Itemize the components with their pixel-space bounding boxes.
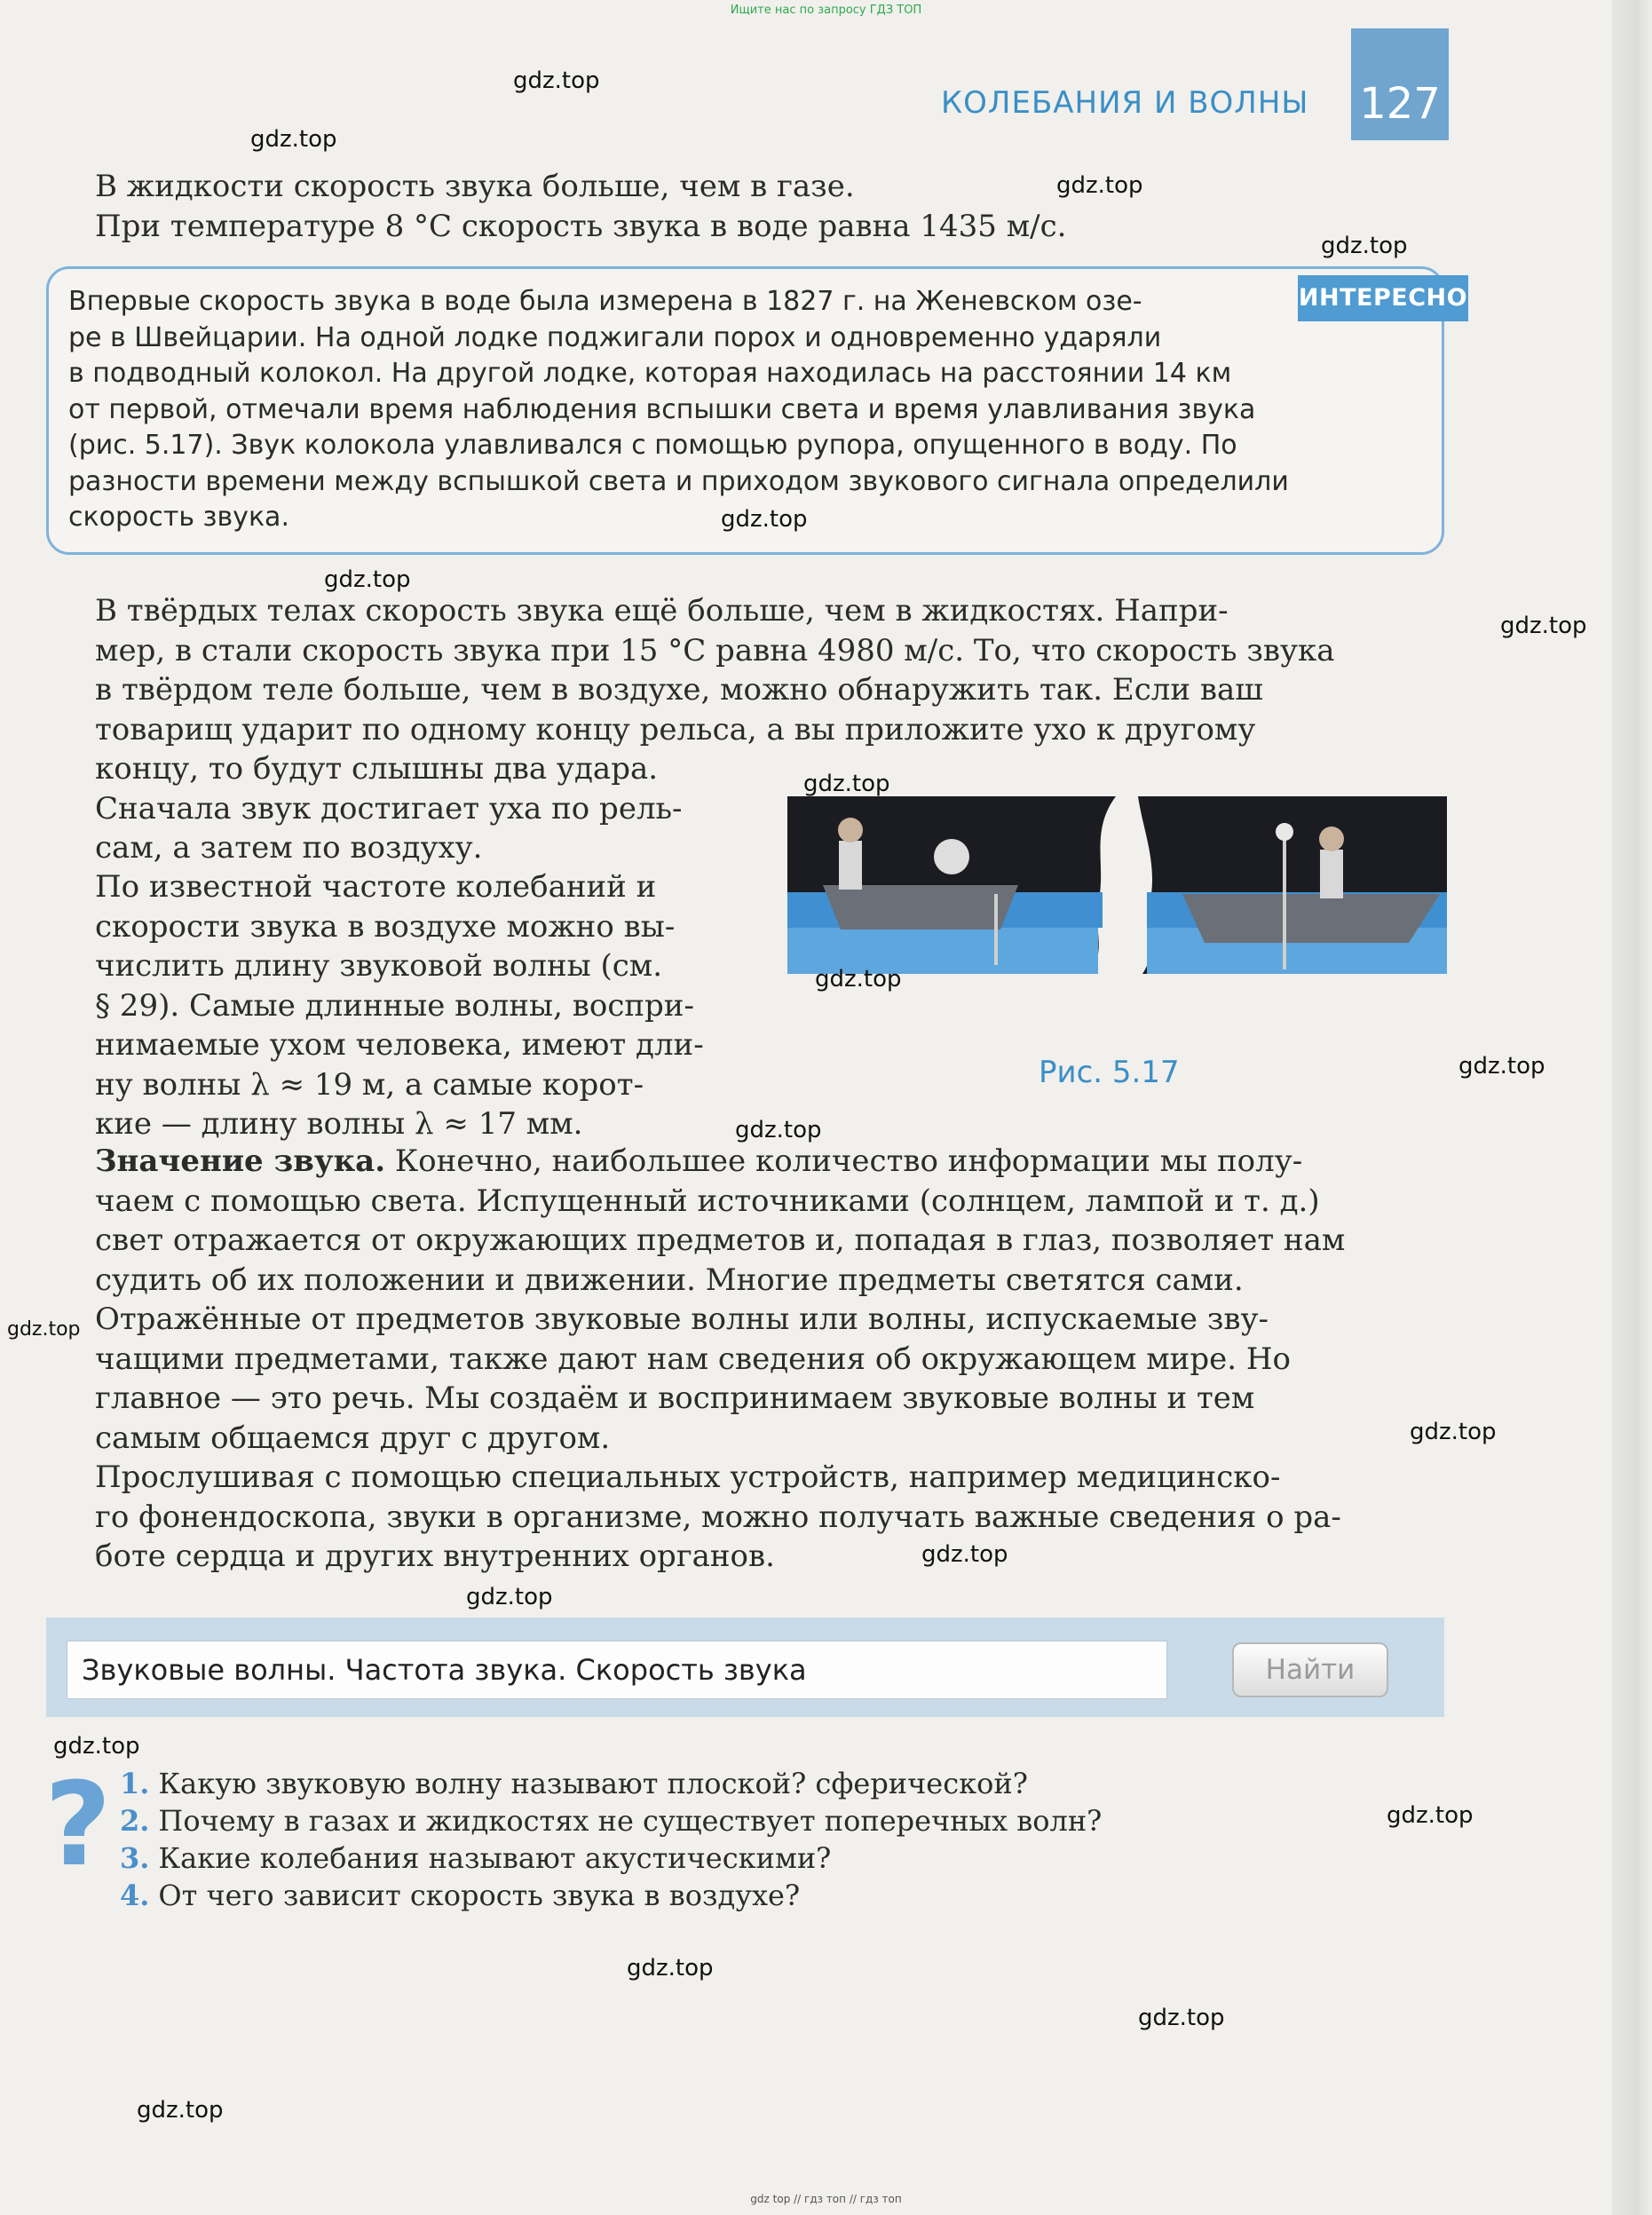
top-note: Ищите нас по запросу ГДЗ ТОП [730,4,922,17]
meaning-paragraph [95,1142,1444,1458]
question-text: Какую звуковую волну называют плоской? сферической? [158,1767,1028,1800]
figure-caption: Рис. 5.17 [1039,1055,1180,1090]
watermark: gdz.top [1138,2005,1225,2031]
medicine-paragraph [95,1458,1444,1577]
question-text: Почему в газах и жидкостях не существует поперечных волн? [158,1804,1103,1838]
text-line [95,1142,1444,1182]
text-line: В твёрдых телах скорость звука ещё больше, чем в жидкостях. Напри- [95,593,1229,629]
watermark: gdz.top [466,1584,553,1610]
text-line: ре в Швейцарии. На одной лодке поджигали порох и одновременно ударяли [68,321,1162,353]
watermark: gdz.top [324,566,411,593]
text-line: Отражённые от предметов звуковые волны или волны, испускаемые зву- [95,1301,1269,1337]
page-number: 127 [1351,28,1449,140]
bottom-note: gdz top // гдз топ // гдз топ [750,2193,902,2205]
text-line: ну волны λ ≈ 19 м, а самые корот- [95,1066,644,1103]
watermark: gdz.top [137,2097,224,2124]
text-line: в твёрдом теле больше, чем в воздухе, можно обнаружить так. Если ваш [95,672,1263,708]
text-line: свет отражается от окружающих предметов и, попадая в глаз, позволяет нам [95,1222,1346,1258]
watermark: gdz.top [921,1541,1008,1568]
text-fragment: Конечно, наибольшее количество информации мы полу- [385,1143,1303,1179]
text-line: от первой, отмечали время наблюдения вспышки света и время улавливания звука [68,393,1256,425]
text-line: скорости звука в воздухе можно вы- [95,908,676,945]
watermark: gdz.top [627,1955,714,1982]
text-line: судить об их положении и движении. Многие предметы светятся сами. [95,1262,1244,1298]
watermark: gdz.top [250,126,337,153]
question-mark-icon: ? [44,1757,112,1892]
text-line: мер, в стали скорость звука при 15 °С равна 4980 м/с. То, что скорость звука [95,632,1335,668]
question-number: 2. [120,1804,150,1838]
questions-list [120,1765,1102,1914]
text-line: (рис. 5.17). Звук колокола улавливался с помощью рупора, опущенного в воду. По [68,430,1237,461]
watermark: gdz.top [1458,1053,1545,1080]
interesting-text [68,284,1427,536]
watermark: gdz.top [513,67,600,94]
search-button[interactable]: Найти [1232,1642,1388,1697]
watermark: gdz.top [1321,233,1408,259]
search-bar-arrow [1388,1618,1435,1717]
text-line: самым общаемся друг с другом. [95,1420,611,1456]
watermark: gdz.top [53,1733,140,1760]
text-line: Впервые скорость звука в воде была измерена в 1827 г. на Женевском озе- [68,286,1142,317]
text-line: кие — длину волны λ ≈ 17 мм. [95,1106,583,1142]
question-item [120,1802,1102,1839]
text-line: При температуре 8 °С скорость звука в воде равна 1435 м/с. [95,208,1067,244]
search-input[interactable]: Звуковые волны. Частота звука. Скорость звука [67,1641,1167,1699]
question-item [120,1877,1102,1914]
meaning-heading: Значение звука. [95,1143,386,1179]
text-line: сам, а затем по воздуху. [95,830,483,866]
watermark: gdz.top [1387,1802,1474,1829]
figure-boats-illustration [787,796,1447,974]
text-line: го фонендоскопа, звуки в организме, можно получать важные сведения о ра- [95,1499,1341,1535]
watermark: gdz.top [7,1318,81,1341]
question-text: Какие колебания называют акустическими? [158,1841,832,1875]
text-line: По известной частоте колебаний и [95,869,657,905]
text-line: скорость звука. [68,502,289,533]
watermark: gdz.top [1410,1419,1497,1445]
chapter-title: КОЛЕБАНИЯ И ВОЛНЫ [941,85,1309,121]
watermark: gdz.top [803,771,890,797]
interesting-tag: ИНТЕРЕСНО [1298,275,1468,321]
question-item [120,1839,1102,1877]
question-text: От чего зависит скорость звука в воздухе? [158,1879,801,1912]
text-line: Сначала звук достигает уха по рель- [95,790,683,827]
watermark: gdz.top [1056,172,1143,199]
text-line: В жидкости скорость звука больше, чем в газе. [95,169,855,204]
question-number: 3. [120,1841,150,1875]
text-line: Прослушивая с помощью специальных устройств, например медицинско- [95,1460,1281,1495]
text-line: в подводный колокол. На другой лодке, которая находилась на расстоянии 14 км [68,358,1232,389]
text-line: нимаемые ухом человека, имеют дли- [95,1027,704,1063]
watermark: gdz.top [721,506,808,533]
text-line: боте сердца и других внутренних органов. [95,1539,775,1574]
wavelength-paragraph [95,867,752,1144]
watermark: gdz.top [735,1117,822,1143]
text-line: главное — это речь. Мы создаём и воспринимаем звуковые волны и тем [95,1380,1255,1416]
watermark: gdz.top [815,966,902,993]
question-item [120,1765,1102,1802]
watermark: gdz.top [1500,613,1587,639]
text-line: концу, то будут слышны два удара. [95,751,659,787]
intro-paragraph [95,167,1444,246]
text-line: товарищ ударит по одному концу рельса, а вы приложите ухо к другому [95,711,1256,748]
question-number: 4. [120,1879,150,1912]
text-line: чащими предметами, также дают нам сведения об окружающем мире. Но [95,1341,1291,1377]
text-line: разности времени между вспышкой света и приходом звукового сигнала определили [68,465,1289,497]
text-line: § 29). Самые длинные волны, воспри- [95,987,694,1024]
text-line: числить длину звуковой волны (см. [95,948,663,984]
page-gutter [1612,0,1652,2215]
text-line: чаем с помощью света. Испущенный источниками (солнцем, лампой и т. д.) [95,1183,1320,1219]
question-number: 1. [120,1767,150,1800]
